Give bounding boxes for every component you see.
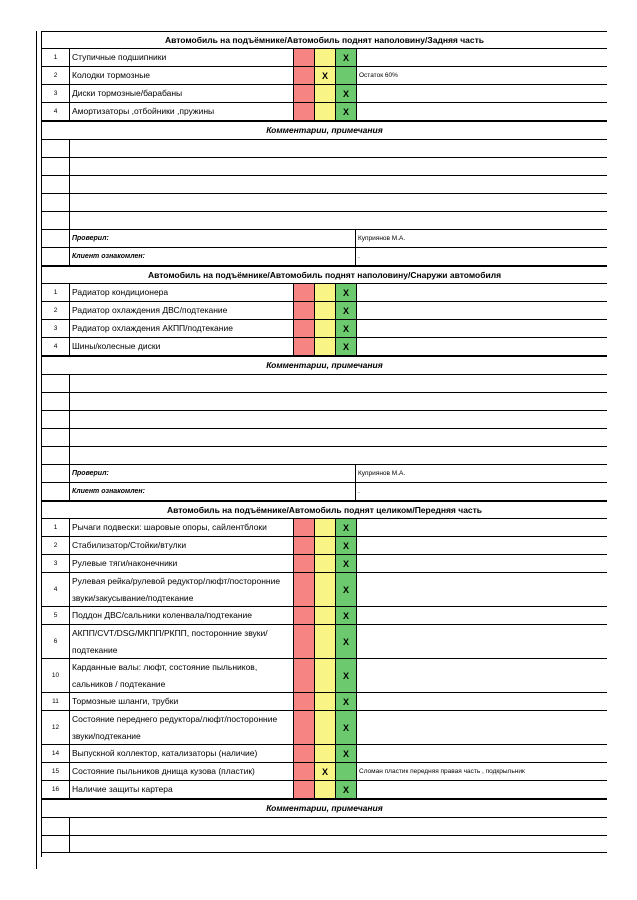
check-row — [41, 607, 607, 625]
check-row — [41, 693, 607, 711]
status-green-cell[interactable] — [336, 67, 357, 84]
status-green-cell[interactable]: X — [336, 302, 357, 319]
status-yellow-cell[interactable] — [315, 519, 336, 536]
status-green-cell[interactable]: X — [336, 573, 357, 606]
comment-line[interactable] — [41, 411, 607, 429]
row-number: 4 — [42, 573, 70, 606]
status-yellow-cell[interactable] — [315, 284, 336, 301]
client-ack-label: Клиент ознакомлен: — [70, 248, 356, 265]
check-item-name: Радиатор охлаждения АКПП/подтекание — [70, 320, 294, 337]
section-title: Автомобиль на подъёмнике/Автомобиль поднят наполовину/Снаружи автомобиля — [41, 266, 607, 284]
comment-line[interactable] — [41, 176, 607, 194]
checked-by-label: Проверил: — [70, 465, 356, 482]
check-item-note[interactable] — [357, 302, 607, 319]
check-item-name: Карданные валы: люфт, состояние пыльников, сальников / подтекание — [70, 659, 294, 692]
comment-line[interactable] — [41, 375, 607, 393]
status-yellow-cell[interactable] — [315, 781, 336, 798]
check-item-note[interactable] — [357, 711, 607, 744]
comments-title: Комментарии, примечания — [41, 356, 607, 375]
status-red-cell[interactable] — [294, 85, 315, 102]
status-green-cell[interactable]: X — [336, 659, 357, 692]
client-ack-value[interactable]: . — [358, 253, 360, 260]
status-red-cell[interactable] — [294, 745, 315, 762]
check-item-note[interactable] — [357, 519, 607, 536]
inspection-sheet — [36, 31, 607, 853]
check-item-name: Поддон ДВС/сальники коленвала/подтекание — [70, 607, 294, 624]
status-yellow-cell[interactable]: X — [315, 763, 336, 780]
row-number: 1 — [42, 49, 70, 66]
status-green-cell[interactable]: X — [336, 85, 357, 102]
status-red-cell[interactable] — [294, 625, 315, 658]
checked-by-value[interactable]: Куприянов М.А. — [358, 235, 406, 242]
status-green-cell[interactable]: X — [336, 745, 357, 762]
check-item-note[interactable]: Сломан пластик передняя правая часть , подкрыльник — [359, 768, 525, 775]
check-item-name: Тормозные шланги, трубки — [70, 693, 294, 710]
checked-by-row — [41, 465, 607, 483]
check-row — [41, 67, 607, 85]
check-item-name: Выпускной коллектор, катализаторы (наличие) — [70, 745, 294, 762]
status-red-cell[interactable] — [294, 302, 315, 319]
check-row — [41, 537, 607, 555]
comment-line[interactable] — [41, 447, 607, 465]
row-number: 5 — [42, 607, 70, 624]
status-red-cell[interactable] — [294, 338, 315, 355]
status-yellow-cell[interactable] — [315, 320, 336, 337]
check-row — [41, 320, 607, 338]
comment-line[interactable] — [41, 140, 607, 158]
row-number: 6 — [42, 625, 70, 658]
check-item-note[interactable] — [357, 693, 607, 710]
check-row — [41, 745, 607, 763]
row-number: 16 — [42, 781, 70, 798]
check-item-note[interactable] — [357, 284, 607, 301]
comments-title: Комментарии, примечания — [41, 121, 607, 140]
check-row — [41, 338, 607, 356]
row-number: 3 — [42, 320, 70, 337]
client-ack-row — [41, 248, 607, 266]
status-green-cell[interactable] — [336, 763, 357, 780]
status-yellow-cell[interactable] — [315, 711, 336, 744]
check-item-note[interactable] — [357, 573, 607, 606]
status-red-cell[interactable] — [294, 659, 315, 692]
check-item-name: Состояние переднего редуктора/люфт/посторонние звуки/подтекание — [70, 711, 294, 744]
status-red-cell[interactable] — [294, 284, 315, 301]
checked-by-row — [41, 230, 607, 248]
check-item-note[interactable] — [357, 607, 607, 624]
status-red-cell[interactable] — [294, 711, 315, 744]
check-item-note[interactable] — [357, 49, 607, 66]
section-title: Автомобиль на подъёмнике/Автомобиль поднят наполовину/Задняя часть — [41, 31, 607, 49]
check-row — [41, 302, 607, 320]
status-yellow-cell[interactable] — [315, 85, 336, 102]
check-item-name: Ступичные подшипники — [70, 49, 294, 66]
check-row — [41, 519, 607, 537]
check-item-name: Рулевая рейка/рулевой редуктор/люфт/посторонние звуки/закусывание/подтекание — [70, 573, 294, 606]
checked-by-label: Проверил: — [70, 230, 356, 247]
check-item-note[interactable] — [357, 625, 607, 658]
comment-line[interactable] — [41, 194, 607, 212]
status-yellow-cell[interactable] — [315, 693, 336, 710]
comment-line[interactable] — [41, 158, 607, 176]
status-green-cell[interactable]: X — [336, 338, 357, 355]
row-number: 1 — [42, 519, 70, 536]
status-green-cell[interactable]: X — [336, 711, 357, 744]
status-green-cell[interactable]: X — [336, 103, 357, 120]
row-number: 12 — [42, 711, 70, 744]
check-item-name: Рулевые тяги/наконечники — [70, 555, 294, 572]
row-number: 3 — [42, 85, 70, 102]
status-red-cell[interactable] — [294, 49, 315, 66]
check-item-note[interactable] — [357, 338, 607, 355]
check-item-note[interactable] — [357, 781, 607, 798]
check-row — [41, 85, 607, 103]
comment-line[interactable] — [41, 212, 607, 230]
comment-line[interactable] — [41, 393, 607, 411]
status-green-cell[interactable]: X — [336, 49, 357, 66]
status-red-cell[interactable] — [294, 67, 315, 84]
status-red-cell[interactable] — [294, 555, 315, 572]
status-green-cell[interactable]: X — [336, 537, 357, 554]
status-red-cell[interactable] — [294, 537, 315, 554]
status-yellow-cell[interactable] — [315, 625, 336, 658]
check-item-name: Стабилизатор/Стойки/втулки — [70, 537, 294, 554]
row-number: 2 — [42, 302, 70, 319]
row-number: 3 — [42, 555, 70, 572]
status-green-cell[interactable]: X — [336, 320, 357, 337]
comment-line[interactable] — [41, 818, 607, 836]
check-item-name: Радиатор охлаждения ДВС/подтекание — [70, 302, 294, 319]
status-green-cell[interactable]: X — [336, 519, 357, 536]
status-yellow-cell[interactable]: X — [315, 67, 336, 84]
row-number: 4 — [42, 338, 70, 355]
check-row — [41, 284, 607, 302]
check-item-note[interactable] — [357, 659, 607, 692]
check-row — [41, 781, 607, 799]
status-green-cell[interactable]: X — [336, 555, 357, 572]
check-item-note[interactable] — [357, 320, 607, 337]
check-item-name: Радиатор кондиционера — [70, 284, 294, 301]
status-red-cell[interactable] — [294, 573, 315, 606]
status-red-cell[interactable] — [294, 320, 315, 337]
status-yellow-cell[interactable] — [315, 573, 336, 606]
status-yellow-cell[interactable] — [315, 49, 336, 66]
check-item-name: Наличие защиты картера — [70, 781, 294, 798]
row-number: 2 — [42, 537, 70, 554]
check-item-name: АКПП/CVT/DSG/МКПП/РКПП, посторонние звуки/ подтекание — [70, 625, 294, 658]
check-row — [41, 625, 607, 659]
check-item-note[interactable] — [357, 555, 607, 572]
status-yellow-cell[interactable] — [315, 745, 336, 762]
comments-title: Комментарии, примечания — [41, 799, 607, 818]
check-item-name: Амортизаторы ,отбойники ,пружины — [70, 103, 294, 120]
status-yellow-cell[interactable] — [315, 302, 336, 319]
comment-line[interactable] — [41, 429, 607, 447]
row-number: 4 — [42, 103, 70, 120]
check-row — [41, 103, 607, 121]
status-red-cell[interactable] — [294, 103, 315, 120]
status-red-cell[interactable] — [294, 781, 315, 798]
status-red-cell[interactable] — [294, 607, 315, 624]
comment-line[interactable] — [41, 836, 607, 853]
status-yellow-cell[interactable] — [315, 555, 336, 572]
row-number: 2 — [42, 67, 70, 84]
status-green-cell[interactable]: X — [336, 284, 357, 301]
row-number: 1 — [42, 284, 70, 301]
check-item-name: Шины/колесные диски — [70, 338, 294, 355]
status-green-cell[interactable]: X — [336, 625, 357, 658]
status-green-cell[interactable]: X — [336, 781, 357, 798]
check-item-name: Диски тормозные/барабаны — [70, 85, 294, 102]
check-item-name: Рычаги подвески: шаровые опоры, сайлентблоки — [70, 519, 294, 536]
row-number: 11 — [42, 693, 70, 710]
status-red-cell[interactable] — [294, 693, 315, 710]
check-item-name: Колодки тормозные — [70, 67, 294, 84]
check-row — [41, 555, 607, 573]
row-number: 10 — [42, 659, 70, 692]
client-ack-value[interactable]: . — [358, 488, 360, 495]
check-item-name: Состояние пыльников днища кузова (пластик) — [70, 763, 294, 780]
check-row — [41, 711, 607, 745]
section-title: Автомобиль на подъёмнике/Автомобиль поднят целиком/Передняя часть — [41, 501, 607, 519]
check-item-note[interactable] — [357, 537, 607, 554]
status-yellow-cell[interactable] — [315, 338, 336, 355]
row-number: 14 — [42, 745, 70, 762]
client-ack-label: Клиент ознакомлен: — [70, 483, 356, 500]
client-ack-row — [41, 483, 607, 501]
check-row — [41, 49, 607, 67]
status-yellow-cell[interactable] — [315, 537, 336, 554]
check-item-note[interactable] — [357, 85, 607, 102]
check-row — [41, 763, 607, 781]
status-green-cell[interactable]: X — [336, 693, 357, 710]
status-red-cell[interactable] — [294, 763, 315, 780]
check-row — [41, 659, 607, 693]
checked-by-value[interactable]: Куприянов М.А. — [358, 470, 406, 477]
check-item-note[interactable] — [357, 745, 607, 762]
status-yellow-cell[interactable] — [315, 659, 336, 692]
check-row — [41, 573, 607, 607]
status-yellow-cell[interactable] — [315, 607, 336, 624]
status-red-cell[interactable] — [294, 519, 315, 536]
status-yellow-cell[interactable] — [315, 103, 336, 120]
check-item-note[interactable] — [357, 103, 607, 120]
status-green-cell[interactable]: X — [336, 607, 357, 624]
row-number: 15 — [42, 763, 70, 780]
check-item-note[interactable]: Остаток 60% — [359, 72, 398, 79]
